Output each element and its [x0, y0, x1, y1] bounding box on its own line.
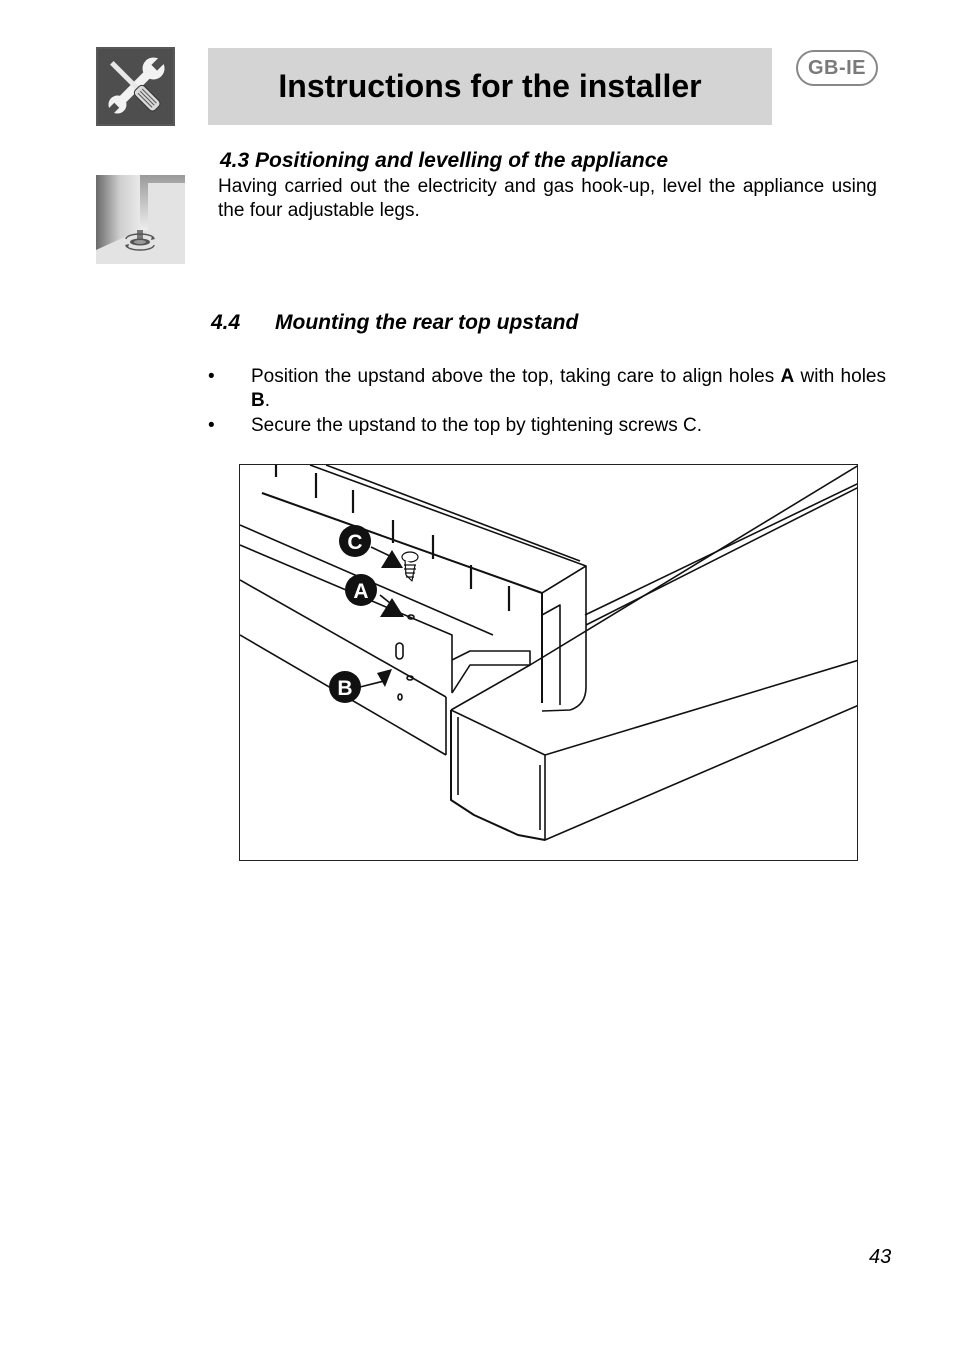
callout-label-b: B	[337, 677, 353, 700]
section-4-4-heading	[211, 311, 578, 335]
section-4-4-number: 4.4	[211, 311, 241, 334]
list-item	[208, 414, 886, 438]
hole-label-a: A	[780, 366, 795, 387]
bullet-icon: •	[208, 415, 215, 436]
bullet-text-part: Position the upstand above the top, taking care to align holes	[251, 366, 781, 387]
bullet-text-part: with holes	[794, 366, 886, 387]
upstand-mounting-diagram	[239, 464, 858, 861]
page-title-bar	[208, 48, 772, 125]
adjustable-leg-icon	[96, 175, 185, 264]
callout-label-a: A	[353, 580, 369, 603]
hole-label-b: B	[251, 390, 265, 411]
wrench-screwdriver-icon	[96, 47, 175, 126]
page-title: Instructions for the installer	[278, 68, 702, 104]
language-badge	[796, 50, 878, 86]
callout-label-c: C	[347, 531, 363, 554]
list-item-text	[251, 365, 886, 413]
bullet-text-part: .	[264, 390, 271, 411]
section-4-4-title: Mounting the rear top upstand	[275, 311, 579, 334]
list-item-text: Secure the upstand to the top by tightening screws C.	[251, 415, 702, 436]
language-badge-label: GB-IE	[807, 56, 867, 79]
list-item	[208, 365, 886, 413]
bullet-icon: •	[208, 366, 215, 387]
section-4-3-body: Having carried out the electricity and gas hook-up, level the appliance using the four adjustable legs.	[218, 176, 877, 221]
section-4-3-heading: 4.3 Positioning and levelling of the appliance	[220, 149, 669, 172]
page-number: 43	[869, 1246, 892, 1268]
